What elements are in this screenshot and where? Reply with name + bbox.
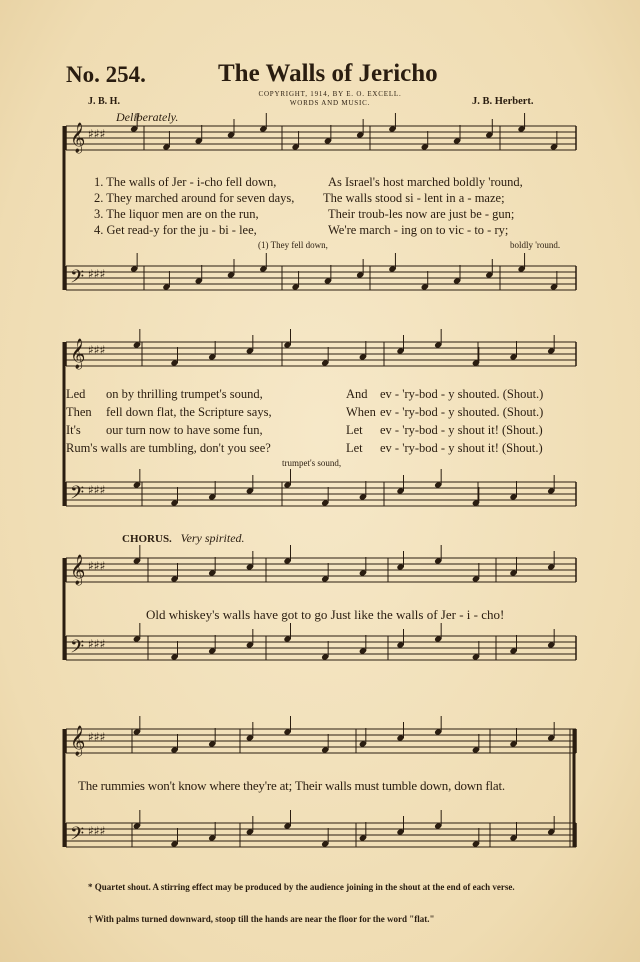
system-3-staff-treble-clef-icon: 𝄞 [70,555,86,585]
chorus-line-2: The rummies won't know where they're at; Their walls must tumble down, down flat. [78,778,505,793]
system-2-staff-treble-clef-icon: 𝄞 [70,339,86,369]
verse-1-a: The walls of Jer - i-cho fell down, [106,175,277,189]
lyricist: J. B. H. [88,96,120,107]
verse-4-a: Get read-y for the ju - bi - lee, [106,223,257,237]
verse-1-b: As Israel's host marched boldly 'round, [328,175,523,189]
system-1-staff-bass-key-signature: ♯♯♯ [88,267,106,281]
system-4-staff-bass-key-signature: ♯♯♯ [88,824,106,838]
copyright-line-1: COPYRIGHT, 1914, BY E. O. EXCELL. [258,90,402,98]
system-4-staff-treble-clef-icon: 𝄞 [70,726,86,756]
verse-1-part-a [94,174,276,190]
chorus-label-text: CHORUS. [122,533,172,545]
composer: J. B. Herbert. [472,96,534,107]
verse-3-b: Their troub-les now are just be - gun; [328,207,515,221]
verse-1-f: ev - 'ry-bod - y shouted. (Shout.) [380,387,544,401]
verse-4-c: Rum's walls are tumbling, don't you see? [66,441,271,455]
system-4-staff-treble-key-signature: ♯♯♯ [88,730,106,744]
verse-4-part-a [94,222,257,238]
copyright-line-2: WORDS AND MUSIC. [289,99,371,107]
verse-2-c: Then [66,405,92,419]
verse-2-number: 2. [94,191,104,205]
bass-cue-1: (1) They fell down, [258,240,328,250]
verse-1-e: And [346,387,368,401]
system-2-staff-treble-key-signature: ♯♯♯ [88,343,106,357]
verse-3-d: our turn now to have some fun, [106,423,263,437]
verse-3-f: ev - 'ry-bod - y shout it! (Shout.) [380,423,543,437]
verse-3-a: The liquor men are on the run, [106,207,259,221]
system-1-staff-treble-key-signature: ♯♯♯ [88,127,106,141]
hymn-number: No. 254. [66,62,146,87]
footnote-palms: † With palms turned downward, stoop till the hands are near the floor for the word "flat." [88,914,435,924]
verse-4-number: 4. [94,223,104,237]
verse-3-e: Let [346,423,363,437]
chorus-label [122,531,245,546]
verse-3-part-a [94,206,259,222]
verse-1-number: 1. [94,175,104,189]
bass-cue-3: trumpet's sound, [282,458,342,468]
system-3-staff-bass-key-signature: ♯♯♯ [88,637,106,651]
verse-2-a: They marched around for seven days, [106,191,295,205]
verse-1-d: on by thrilling trumpet's sound, [106,387,263,401]
footnote-quartet: * Quartet shout. A stirring effect may be produced by the audience joining in the shout at the end of each verse. [88,882,515,892]
verse-2-d: fell down flat, the Scripture says, [106,405,272,419]
system-2-staff-bass-key-signature: ♯♯♯ [88,483,106,497]
system-1-staff-treble-clef-icon: 𝄞 [70,123,86,153]
system-3-staff-bass-clef-icon: 𝄢 [70,637,85,662]
system-3-staff-treble-key-signature: ♯♯♯ [88,559,106,573]
chorus-tempo: Very spirited. [180,531,245,545]
verse-1-c: Led [66,387,86,401]
system-1-staff-bass-clef-icon: 𝄢 [70,267,85,292]
hymn-title: The Walls of Jericho [218,60,438,87]
system-4-staff-bass-clef-icon: 𝄢 [70,824,85,849]
tempo-marking: Deliberately. [116,110,179,124]
verse-4-b: We're march - ing on to vic - to - ry; [328,223,509,237]
system-2-staff-bass-clef-icon: 𝄢 [70,483,85,508]
chorus-line-1: Old whiskey's walls have got to go Just like the walls of Jer - i - cho! [146,607,505,622]
verse-3-number: 3. [94,207,104,221]
verse-2-b: The walls stood si - lent in a - maze; [323,191,505,205]
verse-2-e: When [346,405,376,419]
verse-2-part-a [94,190,294,206]
bass-cue-2: boldly 'round. [510,240,561,250]
verse-2-f: ev - 'ry-bod - y shouted. (Shout.) [380,405,544,419]
verse-4-f: ev - 'ry-bod - y shout it! (Shout.) [380,441,543,455]
verse-3-c: It's [66,423,81,437]
verse-4-e: Let [346,441,363,455]
